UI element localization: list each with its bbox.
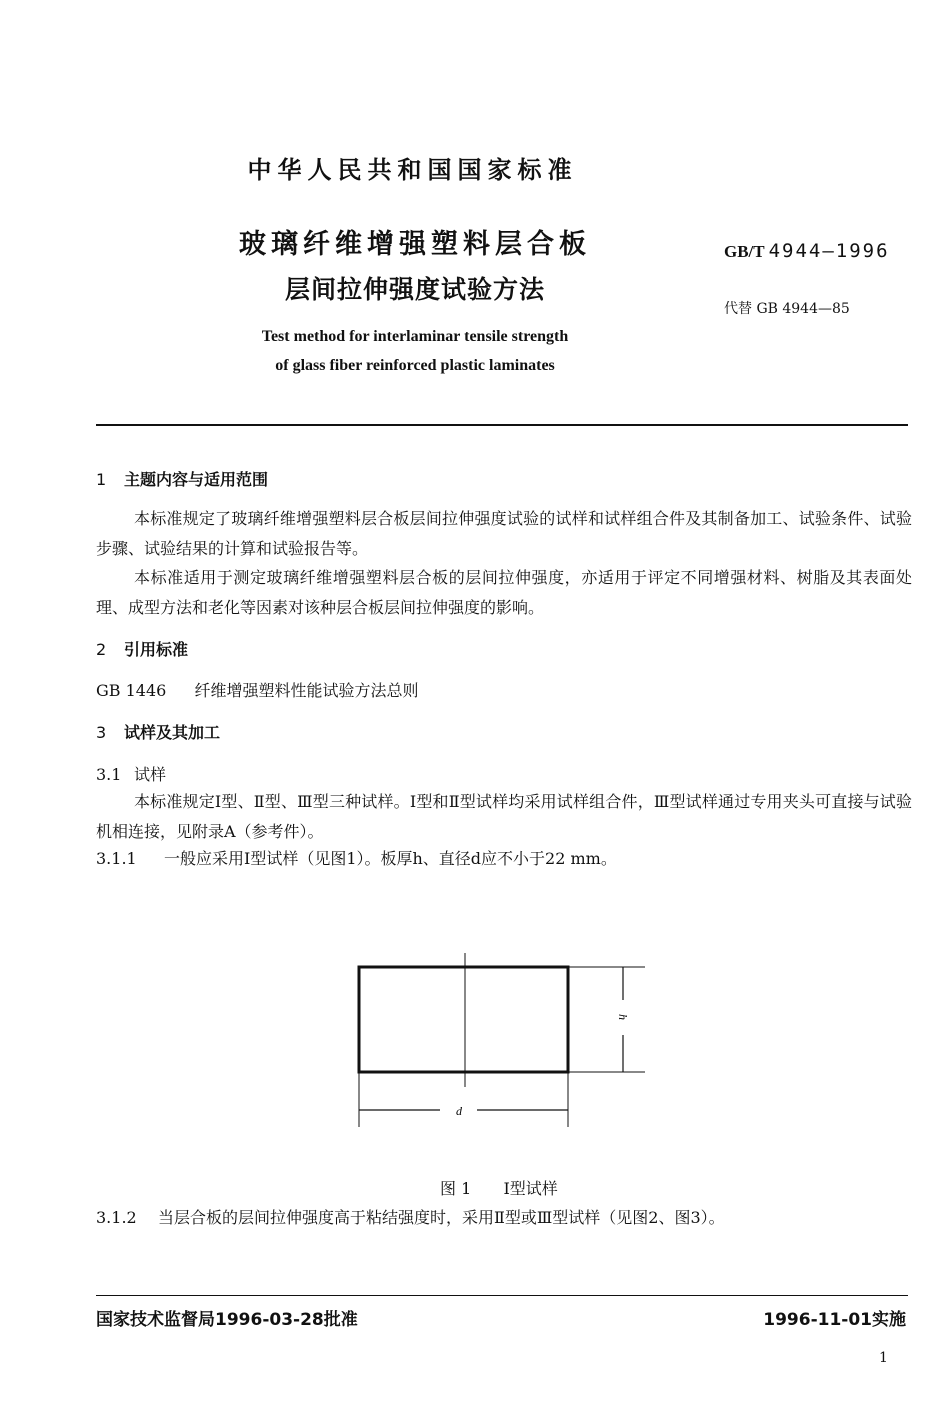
section-1-title: 主题内容与适用范围 (124, 470, 269, 489)
section-1-heading (96, 467, 268, 490)
replaces-standard: 代替 GB 4944—85 (724, 301, 850, 317)
subsection-3-1-number: 3.1 (96, 765, 122, 784)
effective-date: 1996-11-01实施 (763, 1310, 906, 1330)
section-3-title: 试样及其加工 (124, 723, 221, 742)
section-1-paragraph-1: 本标准规定了玻璃纤维增强塑料层合板层间拉伸强度试验的试样和试样组合件及其制备加工、试验条件、试验步骤、试验结果的计算和试验报告等。 (96, 509, 912, 558)
clause-3-1-1-number: 3.1.1 (96, 849, 137, 868)
dimension-label-d: d (456, 1104, 462, 1118)
reference-title: 纤维增强塑料性能试验方法总则 (194, 681, 419, 700)
section-3-number: 3 (96, 723, 107, 742)
section-1-number: 1 (96, 470, 107, 489)
section-3-heading (96, 720, 220, 743)
national-standard-heading: 中华人民共和国国家标准 (247, 156, 578, 184)
reference-standard (96, 678, 419, 701)
header-divider (96, 424, 908, 426)
standard-prefix: GB/T (724, 242, 765, 261)
title-en-line2: of glass fiber reinforced plastic laminates (275, 357, 555, 374)
title-en-line1: Test method for interlaminar tensile strength (261, 328, 569, 345)
page-number: 1 (879, 1350, 888, 1366)
title-cn-line1: 玻璃纤维增强塑料层合板 (239, 229, 591, 260)
reference-code: GB 1446 (96, 681, 167, 700)
title-cn-line2: 层间拉伸强度试验方法 (284, 275, 545, 304)
section-2-number: 2 (96, 640, 107, 659)
clause-3-1-1 (96, 846, 617, 869)
section-2-heading (96, 637, 188, 660)
subsection-3-1-title: 试样 (134, 765, 167, 784)
standard-number-value: 4944—1996 (768, 240, 890, 262)
clause-3-1-2 (96, 1205, 725, 1228)
figure-1-caption-text: Ⅰ型试样 (503, 1179, 558, 1198)
footer-divider (96, 1295, 908, 1296)
section-1-paragraph-2: 本标准适用于测定玻璃纤维增强塑料层合板的层间拉伸强度，亦适用于评定不同增强材料、树脂及其表面处理、成型方法和老化等因素对该种层合板层间拉伸强度的影响。 (96, 568, 912, 617)
subsection-3-1-heading (96, 762, 166, 785)
clause-3-1-1-text: 一般应采用Ⅰ型试样（见图1）。板厚h、直径d应不小于22 mm。 (164, 849, 617, 868)
section-2-title: 引用标准 (124, 640, 189, 659)
dimension-label-h: h (616, 1014, 630, 1020)
figure-1-diagram (340, 945, 670, 1135)
figure-1-caption (440, 1176, 558, 1199)
approval-date: 国家技术监督局1996-03-28批准 (96, 1310, 358, 1330)
figure-1-caption-number: 图 1 (440, 1179, 472, 1198)
standard-number (724, 240, 890, 262)
clause-3-1-2-text: 当层合板的层间拉伸强度高于粘结强度时，采用Ⅱ型或Ⅲ型试样（见图2、图3）。 (158, 1208, 725, 1227)
specimen-outline (359, 967, 568, 1072)
clause-3-1-2-number: 3.1.2 (96, 1208, 137, 1227)
subsection-3-1-paragraph: 本标准规定Ⅰ型、Ⅱ型、Ⅲ型三种试样。Ⅰ型和Ⅱ型试样均采用试样组合件，Ⅲ型试样通过专用夹头可直接与试验机相连接，见附录A（参考件）。 (96, 792, 912, 841)
